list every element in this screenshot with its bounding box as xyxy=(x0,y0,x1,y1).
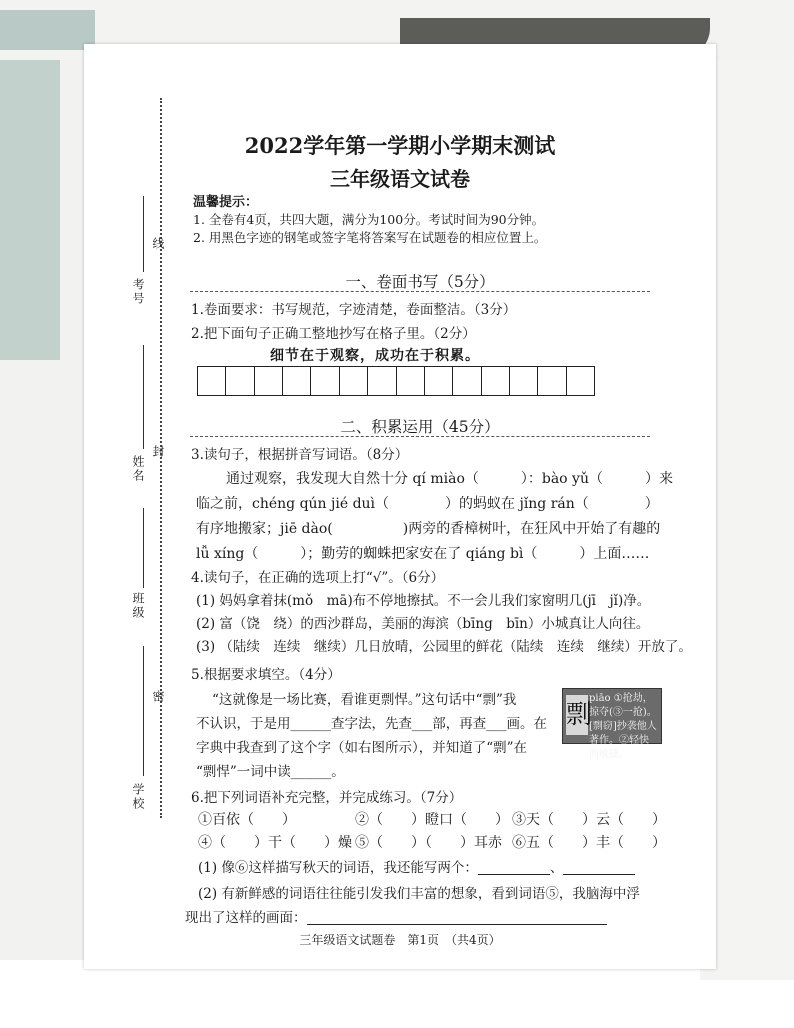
grid-cell[interactable] xyxy=(283,367,311,395)
answer-blank[interactable] xyxy=(478,861,550,875)
grid-cell[interactable] xyxy=(425,367,453,395)
grid-cell[interactable] xyxy=(538,367,566,395)
class-blank[interactable] xyxy=(143,508,144,588)
grid-cell[interactable] xyxy=(453,367,481,395)
answer-blank[interactable] xyxy=(307,911,607,925)
tips-heading: 温馨提示： xyxy=(193,195,259,210)
question-4-item: (2) 富（饶 绕）的西沙群岛，美丽的海滨（bīng bīn）小城真让人向往。 xyxy=(196,616,650,632)
tip-item: 1. 全卷有4页，共四大题，满分为100分。考试时间为90分钟。 xyxy=(193,212,545,227)
question-5-line: “这就像是一场比赛，看谁更剽悍。”这句话中“剽”我 xyxy=(212,692,517,708)
question-3-title: 3.读句子，根据拼音写词语。（8分） xyxy=(191,447,409,463)
question-6-sub1-text: (1) 像⑥这样描写秋天的词语，我还能写两个： xyxy=(198,860,478,876)
grid-cell[interactable] xyxy=(368,367,396,395)
grid-cell[interactable] xyxy=(311,367,339,395)
question-6-word: ②（ ）瞪口（ ） xyxy=(355,812,509,828)
section-heading-accumulation: 二、积累运用（45分） xyxy=(340,418,500,436)
section-divider xyxy=(190,436,650,437)
question-6-word: ③天（ ）云（ ） xyxy=(512,812,666,828)
writing-grid[interactable] xyxy=(197,366,595,396)
question-3-line: 通过观察，我发现大自然十分 qí miào（ ）：bào yǔ（ ）来 xyxy=(226,471,673,487)
question-6-word: ⑤（ ）（ ）耳赤 xyxy=(355,835,502,851)
tips-list xyxy=(193,211,546,247)
question-4-item: (3) （陆续 连续 继续）几日放晴，公园里的鲜花（陆续 连续 继续）开放了。 xyxy=(196,639,692,655)
school-label: 学校 xyxy=(131,783,145,811)
grid-cell[interactable] xyxy=(567,367,594,395)
question-5-line: “剽悍”一词中读______。 xyxy=(196,764,345,780)
copy-sentence: 细节在于观察，成功在于积累。 xyxy=(270,348,480,364)
question-3-line: 有序地搬家；jiē dào( )两旁的香樟树叶，在狂风中开始了有趣的 xyxy=(196,521,661,537)
question-6-word: ⑥五（ ）丰（ ） xyxy=(512,835,666,851)
question-5-line: 不认识，于是用______查字法，先查___部，再查___画。在 xyxy=(196,716,547,732)
grid-cell[interactable] xyxy=(397,367,425,395)
question-6-word: ①百依（ ） xyxy=(198,812,296,828)
question-5-title: 5.根据要求填空。（4分） xyxy=(191,667,341,683)
question-6-sub2-text: 现出了这样的画面： xyxy=(185,910,307,926)
exam-subtitle: 三年级语文试卷 xyxy=(330,167,470,191)
grid-cell[interactable] xyxy=(198,367,226,395)
answer-blank[interactable] xyxy=(563,861,635,875)
grid-cell[interactable] xyxy=(510,367,538,395)
exam-no-label: 考号 xyxy=(131,278,145,306)
question-6-sub1 xyxy=(198,856,635,876)
question-4-title: 4.读句子，在正确的选项上打“√”。（6分） xyxy=(191,570,445,586)
binding-char-ling: 密 xyxy=(151,690,165,704)
grid-cell[interactable] xyxy=(226,367,254,395)
question-5-line: 字典中我查到了这个字（如右图所示），并知道了“剽”在 xyxy=(196,740,528,756)
binding-char-seal: 封 xyxy=(151,445,165,459)
dictionary-character: 剽 xyxy=(566,695,588,735)
grid-cell[interactable] xyxy=(482,367,510,395)
question-6-word: ④（ ）干（ ）燥 xyxy=(198,835,352,851)
question-1: 1.卷面要求：书写规范，字迹清楚，卷面整洁。（3分） xyxy=(191,302,517,318)
name-label: 姓名 xyxy=(131,455,145,483)
background-decoration xyxy=(0,60,60,360)
grid-cell[interactable] xyxy=(340,367,368,395)
binding-char-line: 线 xyxy=(151,237,165,251)
question-3-line: 临之前，chéng qún jié duì（ ）的蚂蚁在 jǐng rán（ ） xyxy=(196,496,659,512)
exam-title: 2022学年第一学期小学期末测试 xyxy=(244,133,556,158)
dictionary-entry-image xyxy=(562,688,662,760)
exam-no-blank[interactable] xyxy=(143,196,144,272)
background-decoration xyxy=(0,10,95,50)
question-6-sub2-cont xyxy=(185,906,607,926)
question-2: 2.把下面句子正确工整地抄写在格子里。（2分） xyxy=(191,326,476,342)
question-3-line: lǚ xíng（ ）；勤劳的蜘蛛把家安在了 qiáng bì（ ）上面…… xyxy=(196,546,650,562)
question-4-item: (1) 妈妈拿着抹(mǒ mā)布不停地擦拭。不一会儿我们家窗明几(jī jǐ)净。 xyxy=(196,593,651,609)
separator: 、 xyxy=(549,860,564,876)
name-blank[interactable] xyxy=(143,345,144,449)
grid-cell[interactable] xyxy=(255,367,283,395)
section-heading-writing: 一、卷面书写（5分） xyxy=(345,273,495,291)
page-footer: 三年级语文试题卷 第1页 （共4页） xyxy=(299,933,501,947)
section-divider xyxy=(190,291,650,292)
dictionary-entry-text: piāo ①抢劫，掠夺(③一抢)。[剽窃]抄袭他人著作。②轻快而敏捷。 xyxy=(589,693,657,760)
class-label: 班级 xyxy=(131,592,145,620)
question-6-sub2: (2) 有新鲜感的词语往往能引发我们丰富的想象，看到词语⑤，我脑海中浮 xyxy=(198,886,640,902)
tip-item: 2. 用黑色字迹的钢笔或签字笔将答案写在试题卷的相应位置上。 xyxy=(193,230,547,245)
school-blank[interactable] xyxy=(143,646,144,776)
question-6-title: 6.把下列词语补充完整，并完成练习。（7分） xyxy=(191,790,463,806)
